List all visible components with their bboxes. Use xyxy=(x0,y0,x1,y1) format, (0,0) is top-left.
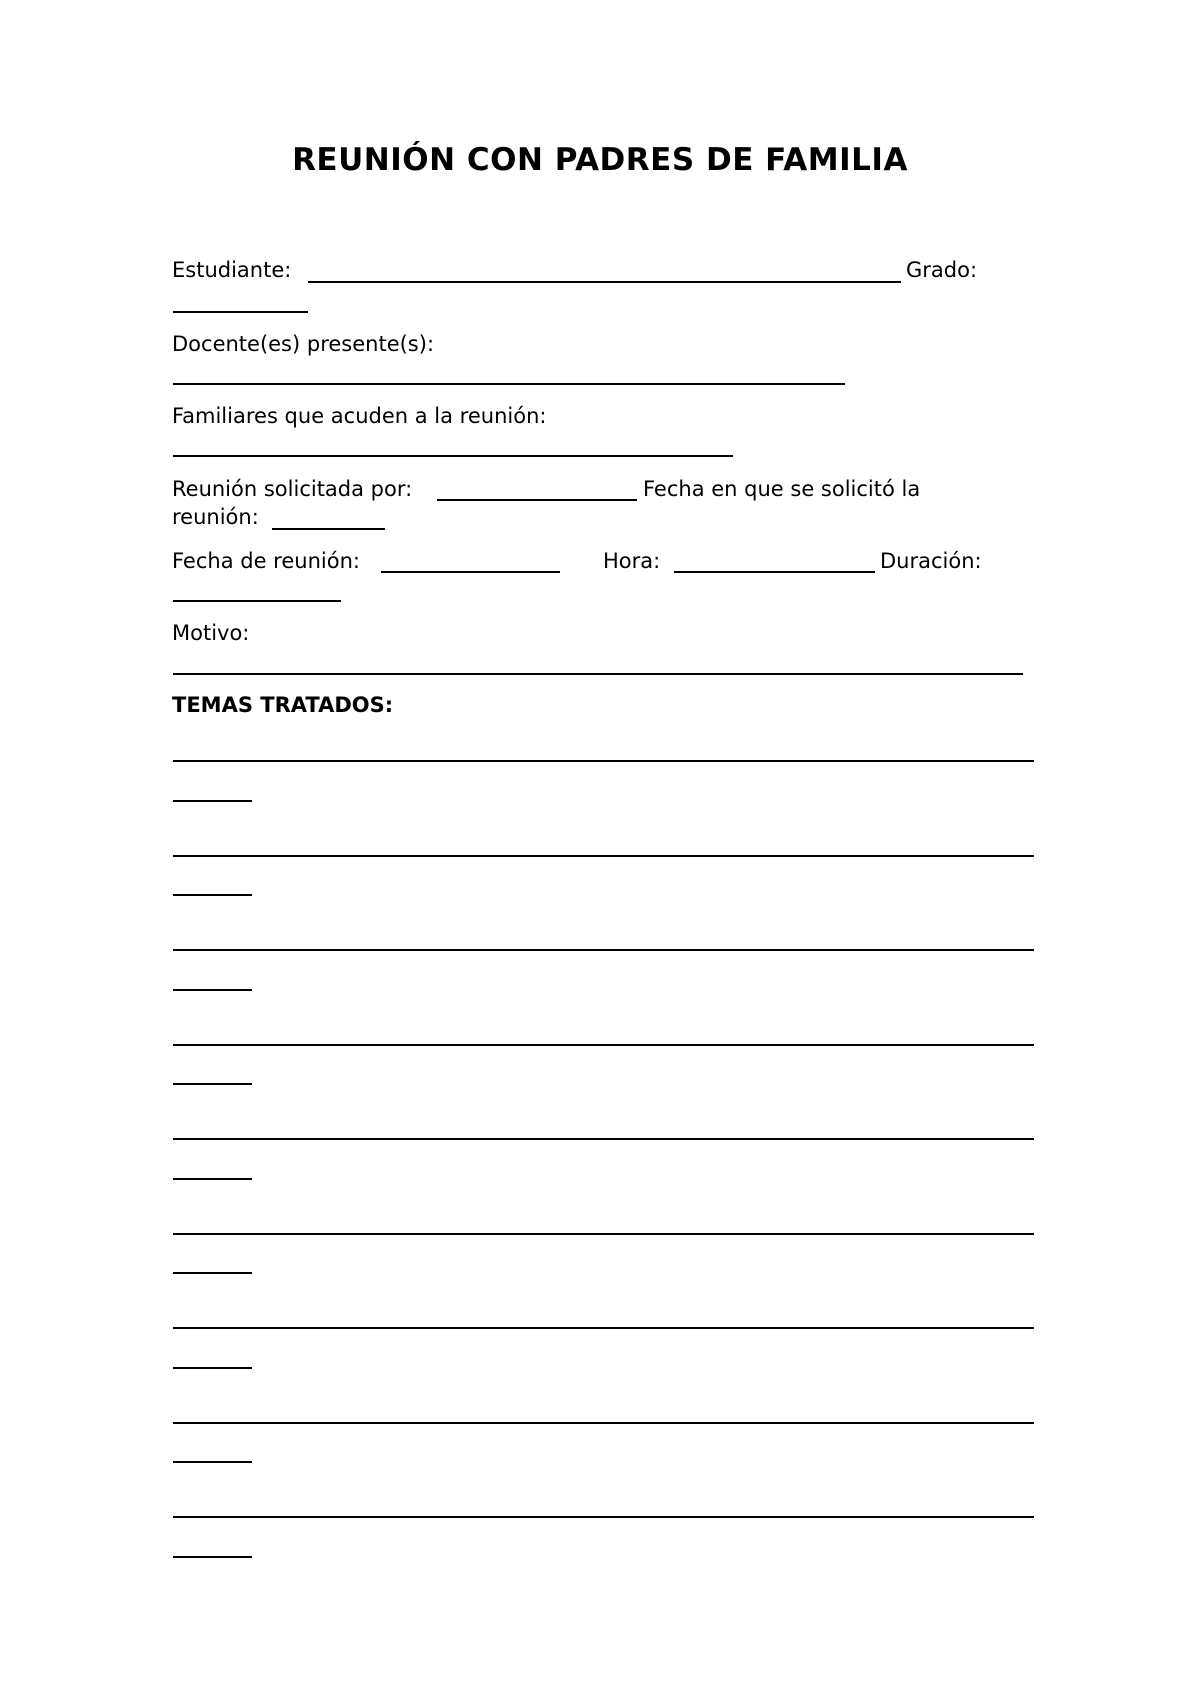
grado-field[interactable] xyxy=(173,311,308,313)
temas-line[interactable] xyxy=(173,949,1034,951)
temas-line-short[interactable] xyxy=(173,894,252,896)
familiares-label: Familiares que acuden a la reunión: xyxy=(172,404,547,428)
temas-line-short[interactable] xyxy=(173,989,252,991)
temas-line-short[interactable] xyxy=(173,800,252,802)
familiares-field[interactable] xyxy=(173,455,733,457)
temas-line[interactable] xyxy=(173,1044,1034,1046)
solicitada-por-field[interactable] xyxy=(437,499,637,501)
temas-line-short[interactable] xyxy=(173,1083,252,1085)
fecha-solicitud-field[interactable] xyxy=(272,528,385,530)
docentes-label: Docente(es) presente(s): xyxy=(172,332,435,356)
hora-label: Hora: xyxy=(603,549,661,573)
grado-label: Grado: xyxy=(906,258,978,282)
temas-line[interactable] xyxy=(173,855,1034,857)
temas-line[interactable] xyxy=(173,1422,1034,1424)
temas-line[interactable] xyxy=(173,1327,1034,1329)
motivo-field[interactable] xyxy=(173,673,1023,675)
temas-line[interactable] xyxy=(173,760,1034,762)
temas-line-short[interactable] xyxy=(173,1367,252,1369)
temas-line[interactable] xyxy=(173,1516,1034,1518)
fecha-reunion-label: Fecha de reunión: xyxy=(172,549,360,573)
docentes-field[interactable] xyxy=(173,383,845,385)
duracion-field[interactable] xyxy=(173,600,341,602)
temas-line[interactable] xyxy=(173,1233,1034,1235)
temas-heading: TEMAS TRATADOS: xyxy=(172,693,394,717)
page-title: REUNIÓN CON PADRES DE FAMILIA xyxy=(292,142,908,178)
fecha-reunion-field[interactable] xyxy=(381,571,560,573)
fecha-solicitud-label-cont: reunión: xyxy=(172,505,259,529)
temas-line-short[interactable] xyxy=(173,1178,252,1180)
estudiante-field[interactable] xyxy=(308,281,901,283)
temas-line-short[interactable] xyxy=(173,1461,252,1463)
motivo-label: Motivo: xyxy=(172,621,250,645)
temas-line[interactable] xyxy=(173,1138,1034,1140)
temas-line-short[interactable] xyxy=(173,1272,252,1274)
solicitada-por-label: Reunión solicitada por: xyxy=(172,477,413,501)
temas-line-short[interactable] xyxy=(173,1556,252,1558)
hora-field[interactable] xyxy=(674,571,875,573)
duracion-label: Duración: xyxy=(880,549,982,573)
estudiante-label: Estudiante: xyxy=(172,258,292,282)
fecha-solicitud-label: Fecha en que se solicitó la xyxy=(643,477,921,501)
